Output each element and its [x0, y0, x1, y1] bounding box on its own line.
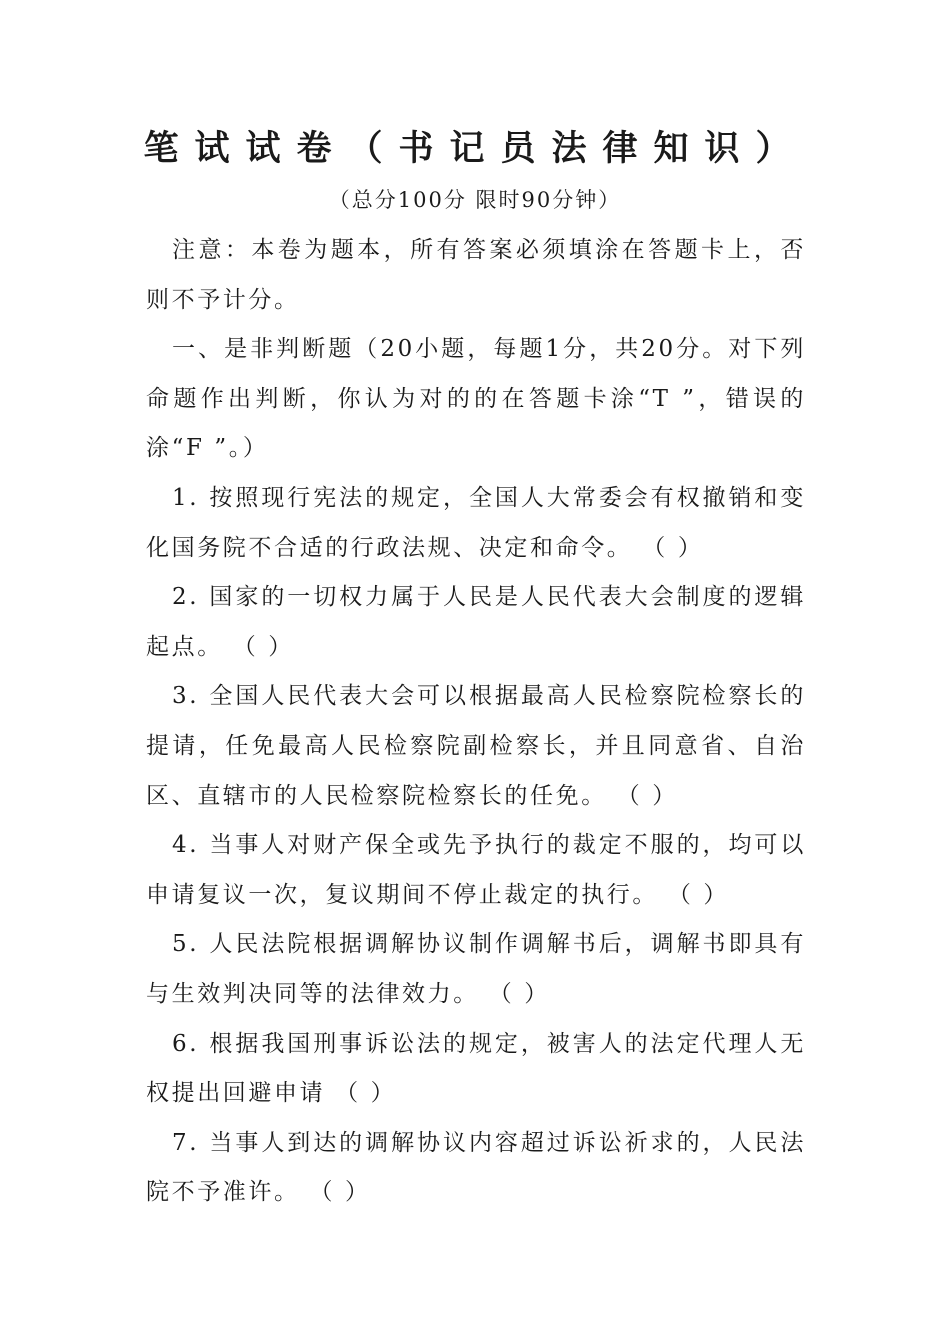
exam-body [146, 226, 806, 1218]
question-item [146, 920, 806, 1019]
question-text: 国家的一切权力属于人民是人民代表大会制度的逻辑起点。 （ ） [146, 584, 806, 660]
question-number: 1. [172, 484, 200, 511]
question-text: 按照现行宪法的规定，全国人大常委会有权撤销和变化国务院不合适的行政法规、决定和命令。 （ ） [146, 484, 806, 561]
question-number: 4. [172, 832, 200, 859]
question-text: 根据我国刑事诉讼法的规定，被害人的法定代理人无权提出回避申请 （ ） [146, 1030, 806, 1107]
section-one-heading: 一、是非判断题（20小题，每题1分，共20分。对下列命题作出判断，你认为对的的在答题卡涂“T ”，错误的涂“F ”。） [146, 336, 806, 462]
question-text: 全国人民代表大会可以根据最高人民检察院检察长的提请，任免最高人民检察院副检察长，并且同意省、自治区、直辖市的人民检察院检察长的任免。 （ ） [146, 683, 806, 809]
question-item [146, 672, 806, 821]
question-item [146, 1020, 806, 1119]
question-text: 当事人到达的调解协议内容超过诉讼祈求的，人民法院不予准许。 （ ） [146, 1129, 806, 1206]
question-number: 2. [172, 584, 200, 611]
question-text: 人民法院根据调解协议制作调解书后，调解书即具有与生效判决同等的法律效力。 （ ） [146, 931, 806, 1007]
question-number: 5. [172, 931, 200, 958]
question-text: 当事人对财产保全或先予执行的裁定不服的，均可以申请复议一次，复议期间不停止裁定的执行。 （ ） [146, 832, 806, 908]
question-number: 3. [172, 683, 200, 710]
exam-title: 笔试试卷（书记员法律知识） [143, 128, 807, 169]
question-number: 7. [172, 1129, 200, 1156]
question-item [146, 1119, 806, 1218]
notice-paragraph: 注意：本卷为题本，所有答案必须填涂在答题卡上，否则不予计分。 [146, 237, 806, 313]
question-item [146, 573, 806, 672]
question-item [146, 821, 806, 920]
question-number: 6. [172, 1030, 200, 1057]
question-item [146, 474, 806, 573]
exam-subtitle: （总分100分 限时90分钟） [328, 188, 622, 212]
